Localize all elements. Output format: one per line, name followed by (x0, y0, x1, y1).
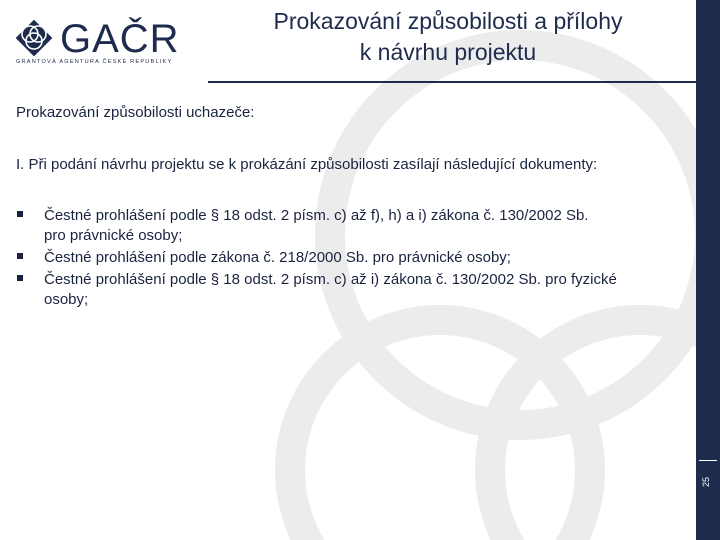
title-underline (208, 81, 696, 83)
square-bullet-icon (17, 253, 23, 259)
list-item-line-2: osoby; (44, 291, 89, 308)
document-list (16, 206, 686, 312)
list-item (16, 206, 686, 246)
slide-title-line-2: k návrhu projektu (359, 39, 537, 65)
square-bullet-icon (17, 275, 23, 281)
list-item (16, 248, 686, 268)
list-item-line-1: Čestné prohlášení podle § 18 odst. 2 písm. c) až f), h) a i) zákona č. 130/2002 Sb. (44, 207, 589, 224)
slide-title (228, 6, 668, 68)
page-number-divider (699, 460, 717, 461)
slide-title-line-1: Prokazování způsobilosti a přílohy (273, 8, 623, 34)
intro-lead-text: I. Při podání návrhu projektu (16, 156, 205, 173)
list-item-line-1: Čestné prohlášení podle zákona č. 218/2000 Sb. pro právnické osoby; (44, 249, 511, 266)
section-heading: Prokazování způsobilosti uchazeče: (16, 104, 255, 121)
logo-subtitle: GRANTOVÁ AGENTURA ČESKÉ REPUBLIKY (16, 59, 173, 65)
list-item (16, 270, 686, 310)
intro-rest-text: se k prokázání způsobilosti zasílají následující dokumenty: (204, 156, 598, 173)
logo-emblem-icon (14, 18, 54, 58)
page-number: 25 (701, 477, 711, 488)
square-bullet-icon (17, 211, 23, 217)
gacr-logo (14, 14, 184, 70)
logo-wordmark: GAČR (60, 17, 180, 61)
list-item-line-2: pro právnické osoby; (44, 227, 183, 244)
list-item-line-1: Čestné prohlášení podle § 18 odst. 2 písm. c) až i) zákona č. 130/2002 Sb. pro fyzické (44, 271, 617, 288)
intro-paragraph (16, 156, 686, 173)
right-sidebar-bar (696, 0, 720, 540)
